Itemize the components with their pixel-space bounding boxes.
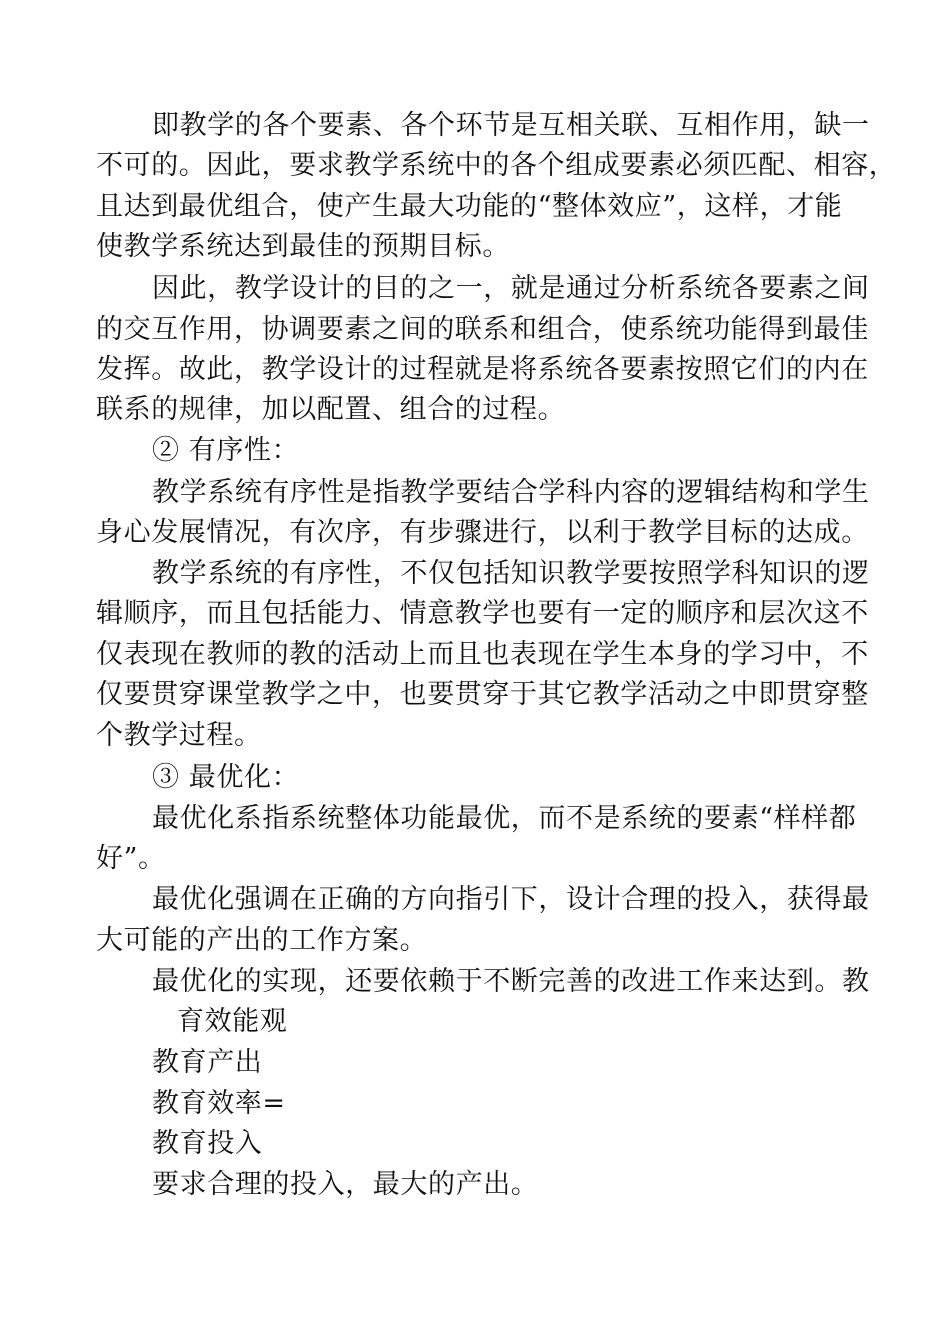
text-line: 好”。 <box>96 843 166 874</box>
text-line: 最优化系指系统整体功能最优，而不是系统的要素“样样都 <box>152 803 857 834</box>
text-line: 最优化强调在正确的方向指引下，设计合理的投入，获得最 <box>152 884 870 915</box>
text-line: 教学系统的有序性，不仅包括知识教学要按照学科知识的逻 <box>152 558 870 589</box>
text-line: 身心发展情况，有次序，有步骤进行，以利于教学目标的达成。 <box>96 517 869 548</box>
text-line: 个教学过程。 <box>96 720 262 751</box>
text-line: 联系的规律，加以配置、组合的过程。 <box>96 394 566 425</box>
text-line: 大可能的产出的工作方案。 <box>96 925 428 956</box>
text-line: 仅表现在教师的教的活动上而且也表现在学生本身的学习中，不 <box>96 639 869 670</box>
text-line: 仅要贯穿课堂教学之中，也要贯穿于其它教学活动之中即贯穿整 <box>96 679 869 710</box>
text-line: 不可的。因此，要求教学系统中的各个组成要素必须匹配、相容， <box>96 150 897 181</box>
text-line: 教育投入 <box>152 1128 263 1159</box>
text-line: 最优化的实现，还要依赖于不断完善的改进工作来达到。教 <box>152 966 870 997</box>
text-line: 使教学系统达到最佳的预期目标。 <box>96 231 510 262</box>
text-line: 辑顺序，而且包括能力、情意教学也要有一定的顺序和层次这不 <box>96 598 869 629</box>
text-line: 教育效率= <box>152 1088 286 1119</box>
text-line: 育效能观 <box>177 1006 288 1037</box>
text-line: 因此，教学设计的目的之一，就是通过分析系统各要素之间 <box>152 273 870 304</box>
text-line: 且达到最优组合，使产生最大功能的“整体效应”，这样，才能 <box>96 191 843 222</box>
text-line: 教育产出 <box>152 1047 263 1078</box>
text-line: 即教学的各个要素、各个环节是互相关联、互相作用，缺一 <box>152 110 870 141</box>
text-line: 发挥。故此，教学设计的过程就是将系统各要素按照它们的内在 <box>96 354 869 385</box>
text-line: 要求合理的投入，最大的产出。 <box>152 1169 539 1200</box>
text-line: 教学系统有序性是指教学要结合学科内容的逻辑结构和学生 <box>152 477 870 508</box>
section-heading: ③ 最优化： <box>152 762 300 793</box>
text-line: 的交互作用，协调要素之间的联系和组合，使系统功能得到最佳 <box>96 314 869 345</box>
section-heading: ② 有序性： <box>152 435 300 466</box>
